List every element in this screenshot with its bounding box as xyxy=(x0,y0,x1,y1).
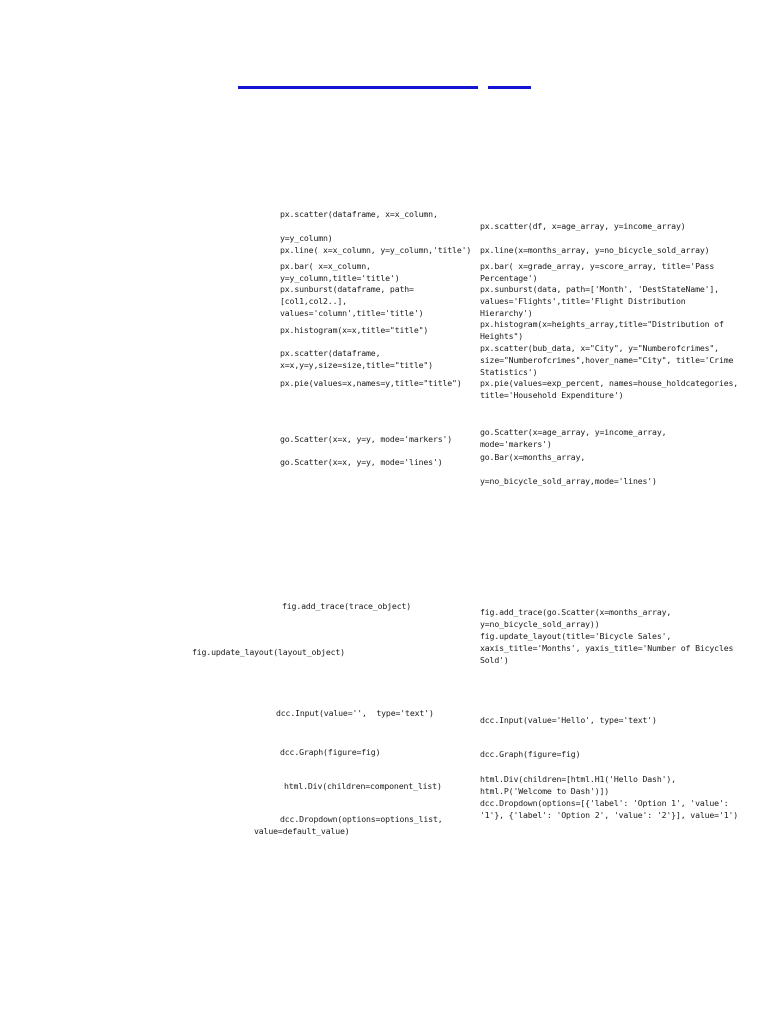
example-dcc-graph: dcc.Graph(figure=fig) xyxy=(480,749,581,759)
example-line: px.line(x=months_array, y=no_bicycle_sold_array) xyxy=(480,245,710,255)
syntax-scatter: px.scatter(dataframe, x=x_column, y=y_column) xyxy=(280,209,438,243)
syntax-bubble: px.scatter(dataframe, x=x,y=y,size=size,title="title") xyxy=(280,348,433,370)
header-rule-long xyxy=(238,86,478,89)
example-scatter: px.scatter(df, x=age_array, y=income_array) xyxy=(480,221,686,231)
example-bar: px.bar( x=grade_array, y=score_array, title='Pass Percentage') xyxy=(480,261,719,283)
example-update-layout: fig.update_layout(title='Bicycle Sales', xaxis_title='Months', yaxis_title='Number of Bicycles Sold') xyxy=(480,631,739,665)
syntax-histogram: px.histogram(x=x,title="title") xyxy=(280,325,429,335)
syntax-bar: px.bar( x=x_column, y=y_column,title='title') xyxy=(280,261,400,283)
syntax-sunburst: px.sunburst(dataframe, path= [col1,col2..], values='column',title='title') xyxy=(280,284,424,318)
syntax-pie: px.pie(values=x,names=y,title="title") xyxy=(280,378,462,388)
example-dcc-input: dcc.Input(value='Hello', type='text') xyxy=(480,715,657,725)
syntax-line: px.line( x=x_column, y=y_column,'title') xyxy=(280,245,472,255)
syntax-go-scatter-markers: go.Scatter(x=x, y=y, mode='markers') xyxy=(280,434,453,444)
example-bubble: px.scatter(bub_data, x="City", y="Numberofcrimes", size="Numberofcrimes",hover_name="City", title='Crime Statistics') xyxy=(480,343,739,377)
example-sunburst: px.sunburst(data, path=['Month', 'DestStateName'], values='Flights',title='Flight Distribution Hierarchy') xyxy=(480,284,724,318)
header-rule-short xyxy=(488,86,531,89)
example-html-div-dropdown: html.Div(children=[html.H1('Hello Dash'), html.P('Welcome to Dash')]) dcc.Dropdown(options=[{'label': 'Option 1', 'value': '1'}, {'label': 'Option 2', 'value': '2'}], value='1') xyxy=(480,774,739,820)
syntax-add-trace: fig.add_trace(trace_object) xyxy=(282,601,412,611)
example-add-trace: fig.add_trace(go.Scatter(x=months_array, y=no_bicycle_sold_array)) xyxy=(480,607,676,629)
example-histogram: px.histogram(x=heights_array,title="Distribution of Heights") xyxy=(480,319,729,341)
example-go-bar: go.Bar(x=months_array, y=no_bicycle_sold_array,mode='lines') xyxy=(480,452,657,486)
syntax-go-scatter-lines: go.Scatter(x=x, y=y, mode='lines') xyxy=(280,457,443,467)
example-go-scatter-markers: go.Scatter(x=age_array, y=income_array, mode='markers') xyxy=(480,427,672,449)
syntax-dcc-dropdown: dcc.Dropdown(options=options_list, value=default_value) xyxy=(254,814,443,836)
syntax-dcc-graph: dcc.Graph(figure=fig) xyxy=(280,747,381,757)
example-pie: px.pie(values=exp_percent, names=house_holdcategories, title='Household Expenditure') xyxy=(480,378,743,400)
syntax-update-layout: fig.update_layout(layout_object) xyxy=(192,647,345,657)
syntax-dcc-input: dcc.Input(value='', type='text') xyxy=(276,708,434,718)
syntax-html-div: html.Div(children=component_list) xyxy=(284,781,442,791)
